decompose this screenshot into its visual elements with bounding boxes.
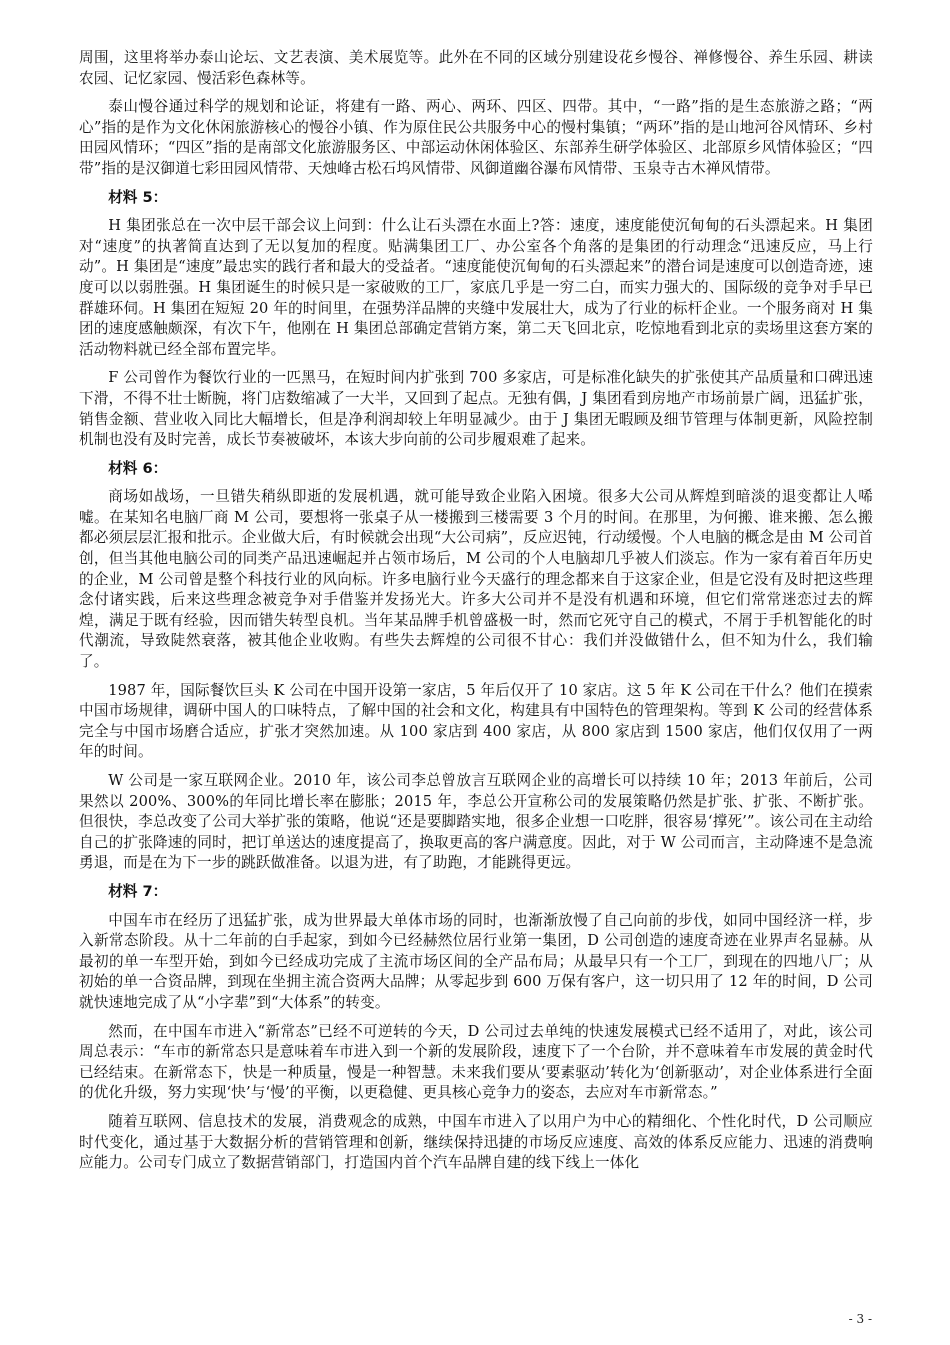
material-6-heading: 材料 6：	[108, 459, 168, 477]
material-5-paragraph-f-company: F 公司曾作为餐饮行业的一匹黑马，在短时间内扩张到 700 多家店，可是标准化缺失的扩张使其产品质量和口碑迅速下滑，不得不壮士断腕，将门店数缩减了一大半，又回到了起点。无独有偶，J 集团看到房地产市场前景广阔，迅猛扩张，销售金额、营业收入同比大幅增长，但是净利润却较上年明显减少。由于 J 集团无暇顾及细节管理与体制更新，风险控制机制也没有及时完善，成长节奏被破坏，本该大步向前的公司步履艰难了起来。	[79, 369, 873, 449]
material-6-paragraph-w-company: W 公司是一家互联网企业。2010 年，该公司李总曾放言互联网企业的高增长可以持续 10 年；2013 年前后，公司果然以 200%、300%的年同比增长率在膨胀；2015 年，李总公开宣称公司的发展策略仍然是扩张、扩张、不断扩张。但很快，李总改变了公司大举扩张的策略，他说“还是要脚踏实地，很多企业想一口吃胖，很容易‘撑死’”。该公司在主动给自己的扩张降速的同时，把订单送达的速度提高了，换取更高的客户满意度。因此，对于 W 公司而言，主动降速不是急流勇退，而是在为下一步的跳跃做准备。以退为进，有了助跑，才能跳得更远。	[79, 772, 873, 872]
paragraph-continued: 周围，这里将举办泰山论坛、文艺表演、美术展览等。此外在不同的区域分别建设花乡慢谷、禅修慢谷、养生乐园、耕读农园、记忆家园、慢活彩色森林等。	[79, 49, 873, 87]
page-number: - 3 -	[848, 1312, 872, 1326]
material-7-paragraph-car-market: 中国车市在经历了迅猛扩张，成为世界最大单体市场的同时，也渐渐放慢了自己向前的步伐，如同中国经济一样，步入新常态阶段。从十二年前的白手起家，到如今已经赫然位居行业第一集团，D 公司创造的速度奇迹在业界声名显赫。从最初的单一车型开始，到如今已经成功完成了主流市场区间的全产品布局；从最早只有一个工厂，到现在的四地八厂；从初始的单一合资品牌，到现在坐拥主流合资两大品牌；从零起步到 600 万保有客户，这一切只用了 12 年的时间，D 公司就快速地完成了从“小字辈”到“大体系”的转变。	[79, 911, 873, 1011]
document-body	[79, 48, 873, 1182]
material-6-paragraph-k-company: 1987 年，国际餐饮巨头 K 公司在中国开设第一家店，5 年后仅开了 10 家店。这 5 年 K 公司在干什么？他们在摸索中国市场规律，调研中国人的口味特点，了解中国的社会和文化，构建具有中国特色的管理架构。等到 K 公司的经营体系完全与中国市场磨合适应，扩张才突然加速。从 100 家店到 400 家店，从 800 家店到 1500 家店，他们仅仅用了一两年的时间。	[79, 681, 873, 761]
material-7-paragraph-digital: 随着互联网、信息技术的发展，消费观念的成熟，中国车市进入了以用户为中心的精细化、个性化时代，D 公司顺应时代变化，通过基于大数据分析的营销管理和创新，继续保持迅捷的市场反应速度、高效的体系反应能力、迅速的消费响应能力。公司专门成立了数据营销部门，打造国内首个汽车品牌自建的线下线上一体化	[79, 1112, 873, 1172]
material-7-paragraph-new-normal: 然而，在中国车市进入“新常态”已经不可逆转的今天，D 公司过去单纯的快速发展模式已经不适用了，对此，该公司周总表示：“车市的新常态只是意味着车市进入到一个新的发展阶段，速度下了一个台阶，并不意味着车市发展的黄金时代已经结束。在新常态下，快是一种质量，慢是一种智慧。未来我们要从‘要素驱动’转化为‘创新驱动’，对企业体系进行全面的优化升级，努力实现‘快’与‘慢’的平衡，以更稳健、更具核心竞争力的姿态，去应对车市新常态。”	[79, 1022, 873, 1102]
material-5-paragraph-h-group: H 集团张总在一次中层干部会议上问到：什么让石头漂在水面上?答：速度，速度能使沉甸甸的石头漂起来。H 集团对“速度”的执著简直达到了无以复加的程度。贴满集团工厂、办公室各个角落的是集团的行动理念“迅速反应，马上行动”。H 集团是“速度”最忠实的践行者和最大的受益者。“速度能使沉甸甸的石头漂起来”的潜台词是速度可以创造奇迹，速度可以以弱胜强。H 集团诞生的时候只是一家破败的工厂，家底几乎是一穷二白，而实力强大的、国际级的竞争对手早已群雄环伺。H 集团在短短 20 年的时间里，在强势洋品牌的夹缝中发展壮大，成为了行业的标杆企业。一个服务商对 H 集团的速度感触颇深，有次下午，他刚在 H 集团总部确定营销方案，第二天飞回北京，吃惊地看到北京的卖场里这套方案的活动物料就已经全部布置完毕。	[79, 217, 873, 358]
material-7-heading: 材料 7：	[108, 882, 168, 900]
paragraph-taishan-plan: 泰山慢谷通过科学的规划和论证，将建有一路、两心、两环、四区、四带。其中，“一路”指的是生态旅游之路；“两心”指的是作为文化休闲旅游核心的慢谷小镇、作为原住民公共服务中心的慢村集镇；“两环”指的是山地河谷风情环、乡村田园风情环；“四区”指的是南部文化旅游服务区、中部运动休闲体验区、东部养生研学体验区、北部原乡风情体验区；“四带”指的是汉御道七彩田园风情带、天烛峰古松石坞风情带、风御道幽谷瀑布风情带、玉泉寺古木禅风情带。	[79, 98, 873, 177]
material-6-paragraph-m-company: 商场如战场，一旦错失稍纵即逝的发展机遇，就可能导致企业陷入困境。很多大公司从辉煌到暗淡的退变都让人唏嘘。在某知名电脑厂商 M 公司，要想将一张桌子从一楼搬到三楼需要 3 个月的时间。在那里，为何搬、谁来搬、怎么搬都必须层层汇报和批示。企业做大后，有时候就会出现“大公司病”，反应迟钝，行动缓慢。个人电脑的概念是由 M 公司首创，但当其他电脑公司的同类产品迅速崛起并占领市场后，M 公司的个人电脑却几乎被人们淡忘。作为一家有着百年历史的企业，M 公司曾是整个科技行业的风向标。许多电脑行业今天盛行的理念都来自于这家企业，但是它没有及时把这些理念付诸实践，后来这些理念被竞争对手借鉴并发扬光大。许多大公司并不是没有机遇和环境，但它们常常迷恋过去的辉煌，满足于既有经验，因而错失转型良机。当年某品牌手机曾盛极一时，然而它死守自己的模式，不屑于手机智能化的时代潮流，导致陡然衰落，被其他企业收购。有些失去辉煌的公司很不甘心：我们并没做错什么，但不知为什么，我们输了。	[79, 488, 873, 671]
material-5-heading: 材料 5：	[108, 188, 168, 206]
